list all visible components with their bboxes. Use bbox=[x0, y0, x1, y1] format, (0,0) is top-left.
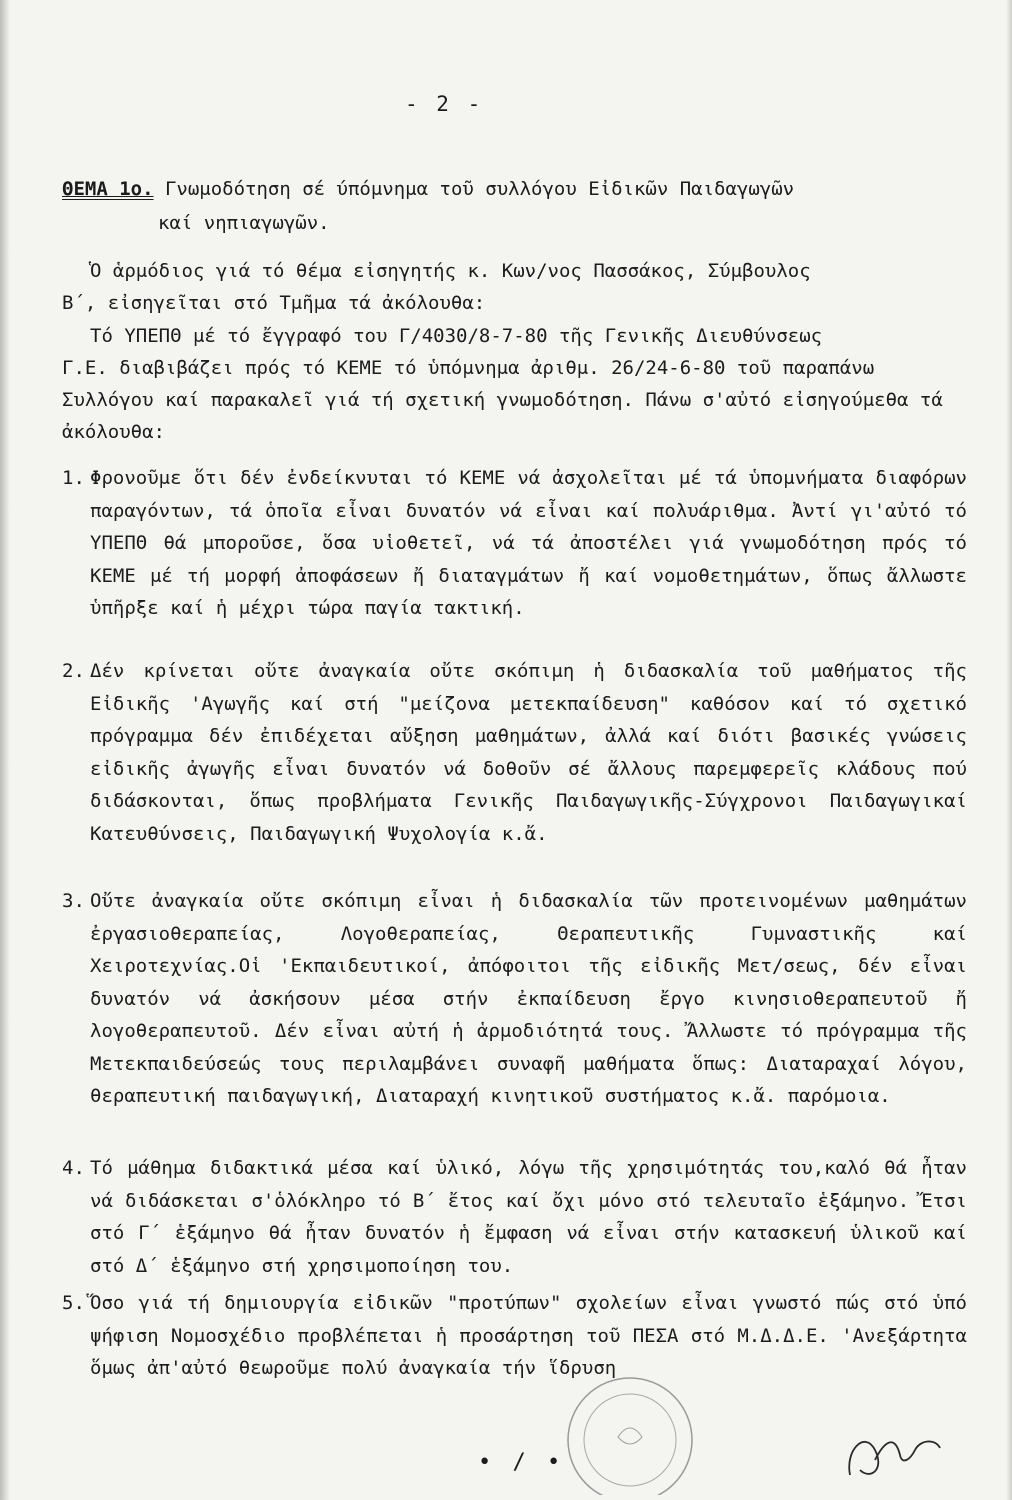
scan-right-edge bbox=[1006, 0, 1012, 1500]
item-text: Ὅσο γιά τή δημιουργία εἰδικῶν "προτύπων" σχολείων εἶναι γνωστό πώς στό ὑπό ψήφιση Νομοσχέδιο προβλέπεται ἡ προσάρτηση τοῦ ΠΕΣΑ στό Μ.Δ.Δ.Ε. 'Ανεξάρτητα ὅμως ἀπ'αὐτό θεωροῦμε πολύ ἀναγκαία τήν ἵδρυση bbox=[90, 1292, 967, 1379]
handwritten-signature bbox=[840, 1420, 950, 1490]
subject-heading bbox=[62, 172, 962, 240]
item-text: Φρονοῦμε ὅτι δέν ἐνδείκνυται τό ΚΕΜΕ νά ἀσχολεῖται μέ τά ὑπομνήματα διαφόρων παραγόντων, τά ὁποῖα εἶναι δυνατόν νά εἶναι καί πολυάριθμα. Ἀντί γι'αὐτό τό ΥΠΕΠΘ θά μποροῦσε, ὅσα υἱοθετεῖ, νά τά ἀποστέλει γιά γνωμοδότηση πρός τό ΚΕΜΕ μέ τή μορφή ἀποφάσεων ἤ διαταγμάτων ἤ καί νομοθετημάτων, ὅπως ἄλλωστε ὑπῆρξε καί ἡ μέχρι τώρα παγία τακτική. bbox=[90, 467, 967, 619]
intro-paragraph bbox=[62, 255, 962, 319]
continuation-marker: • / • bbox=[478, 1450, 565, 1475]
intro-line2: Β΄, εἰσηγεῖται στό Τμῆμα τά ἀκόλουθα: bbox=[62, 292, 486, 314]
item-text: Τό μάθημα διδακτικά μέσα καί ὑλικό, λόγω τῆς χρησιμότητάς του,καλό θά ἦταν νά διδάσκεται σ'ὁλόκληρο τό Β΄ ἔτος καί ὄχι μόνο στό τελευταῖο ἑξάμηνο. Ἔτσι στό Γ΄ ἑξάμηνο θά ἦταν δυνατόν ἡ ἔμφαση νά εἶναι στήν κατασκευή ὑλικοῦ καί στό Δ΄ ἑξάμηνο στή χρησιμοποίηση του. bbox=[90, 1157, 967, 1277]
intro-line1: Ὁ ἁρμόδιος γιά τό θέμα εἰσηγητής κ. Κων/νος Πασσάκος, Σύμβουλος bbox=[90, 260, 811, 282]
subject-text-line1: Γνωμοδότηση σέ ύπόμνημα τοῦ συλλόγου Εἰδικῶν Παιδαγωγῶν bbox=[164, 178, 795, 200]
item-text: Δέν κρίνεται οὔτε ἀναγκαία οὔτε σκόπιμη ἡ διδασκαλία τοῦ μαθήματος τῆς Εἰδικῆς 'Αγωγῆς καί στή "μείζονα μετεκπαίδευση" καθόσον καί τό σχετικό πρόγραμμα δέν ἐπιδέχεται αὔξηση μαθημάτων, ἀλλά καί διότι βασικές γνώσεις εἰδικῆς ἀγωγῆς εἶναι δυνατόν νά δοθοῦν σέ ἄλλους παρεμφερεῖς κλάδους πού διδάσκονται, ὅπως προβλήματα Γενικῆς Παιδαγωγικῆς-Σύγχρονοι Παιδαγωγικαί Κατευθύνσεις, Παιδαγωγική Ψυχολογία κ.ἄ. bbox=[90, 660, 967, 845]
forwarding-rest: Γ.Ε. διαβιβάζει πρός τό ΚΕΜΕ τό ὑπόμνημα ἀριθμ. 26/24-6-80 τοῦ παραπάνω Συλλόγου καί παρακαλεῖ γιά τή σχετική γνωμοδότηση. Πάνω σ'αὐτό εἰσηγούμεθα τά ἀκόλουθα: bbox=[62, 357, 943, 443]
item-number: 2. bbox=[62, 660, 85, 682]
page-number: - 2 - bbox=[405, 92, 484, 116]
forwarding-line1: Τό ΥΠΕΠΘ μέ τό ἔγγραφό του Γ/4030/8-7-80 τῆς Γενικῆς Διευθύνσεως bbox=[90, 325, 823, 347]
subject-text-line2: καί νηπιαγωγῶν. bbox=[158, 212, 330, 234]
forwarding-paragraph bbox=[62, 320, 962, 448]
item-number: 5. bbox=[62, 1292, 85, 1314]
item-text: Οὔτε ἀναγκαία οὔτε σκόπιμη εἶναι ἡ διδασκαλία τῶν προτεινομένων μαθημάτων ἐργασιοθεραπείας, Λογοθεραπείας, Θεραπευτικῆς Γυμναστικῆς καί Χειροτεχνίας.Οἱ 'Εκπαιδευτικοί, ἀπόφοιτοι τῆς εἰδικῆς Μετ/σεως, δέν εἶναι δυνατόν νά ἀσκήσουν μέσα στήν ἐκπαίδευση ἔργο κινησιοθεραπευτοῦ ἤ λογοθεραπευτοῦ. Δέν εἶναι αὐτή ἡ ἁρμοδιότητά τους. Ἄλλωστε τό πρόγραμμα τῆς Μετεκπαιδεύσεώς τους περιλαμβάνει συναφῆ μαθήματα ὅπως: Διαταραχαί λόγου, θεραπευτική παιδαγωγική, Διαταραχή κινητικοῦ συστήματος κ.ἄ. παρόμοια. bbox=[90, 890, 967, 1107]
item-number: 4. bbox=[62, 1157, 85, 1179]
item-number: 1. bbox=[62, 467, 85, 489]
item-number: 3. bbox=[62, 890, 85, 912]
subject-label: ΘΕΜΑ 1ο. bbox=[62, 178, 154, 200]
scan-left-edge bbox=[0, 0, 10, 1500]
